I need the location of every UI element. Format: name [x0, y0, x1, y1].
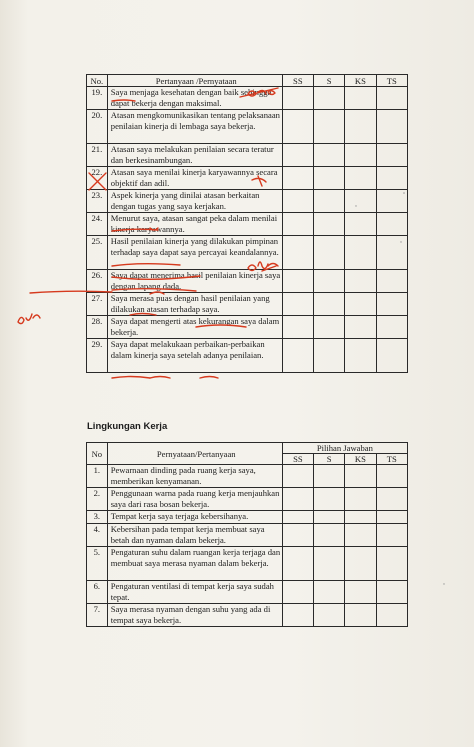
strike-mark [200, 377, 218, 379]
table-row [87, 488, 408, 511]
answer-cell-s[interactable] [314, 270, 345, 293]
row-question: Saya dapat mengerti atas kekurangan saya dalam bekerja. [107, 316, 282, 339]
header-ts: TS [376, 454, 407, 465]
answer-cell-ss[interactable] [282, 524, 313, 547]
header-answer-group: Pilihan Jawaban [282, 443, 407, 454]
row-number: 19. [87, 87, 108, 110]
answer-cell-ks[interactable] [345, 167, 376, 190]
header-no: No. [87, 75, 108, 87]
row-number: 26. [87, 270, 108, 293]
answer-cell-ks[interactable] [345, 524, 376, 547]
answer-cell-ks[interactable] [345, 316, 376, 339]
table-row [87, 316, 408, 339]
answer-cell-ss[interactable] [282, 87, 313, 110]
table-row [87, 144, 408, 167]
answer-cell-ks[interactable] [345, 511, 376, 524]
answer-cell-ss[interactable] [282, 316, 313, 339]
strike-mark [150, 377, 170, 379]
row-number: 3. [87, 511, 108, 524]
table-row [87, 604, 408, 627]
answer-cell-s[interactable] [314, 465, 345, 488]
row-number: 24. [87, 213, 108, 236]
answer-cell-s[interactable] [314, 316, 345, 339]
row-number: 1. [87, 465, 108, 488]
answer-cell-s[interactable] [314, 293, 345, 316]
answer-cell-ts[interactable] [376, 524, 407, 547]
answer-cell-ts[interactable] [376, 581, 407, 604]
table-row [87, 190, 408, 213]
row-question: Aspek kinerja yang dinilai atasan berkaitan dengan tugas yang saya kerjakan. [107, 190, 282, 213]
answer-cell-ks[interactable] [345, 293, 376, 316]
header-s: S [314, 75, 345, 87]
answer-cell-ts[interactable] [376, 316, 407, 339]
table-row [87, 465, 408, 488]
table-row [87, 293, 408, 316]
answer-cell-ss[interactable] [282, 511, 313, 524]
header-ts: TS [376, 75, 407, 87]
row-number: 6. [87, 581, 108, 604]
row-number: 4. [87, 524, 108, 547]
row-question: Atasan saya melakukan penilaian secara teratur dan berkesinambungan. [107, 144, 282, 167]
table-row [87, 524, 408, 547]
row-number: 25. [87, 236, 108, 270]
row-question: Pewarnaan dinding pada ruang kerja saya, memberikan kenyamanan. [107, 465, 282, 488]
row-question: Saya merasa nyaman dengan suhu yang ada di tempat saya bekerja. [107, 604, 282, 627]
answer-cell-ks[interactable] [345, 213, 376, 236]
table-row [87, 511, 408, 524]
margin-note-mark [18, 314, 40, 324]
answer-cell-ts[interactable] [376, 213, 407, 236]
row-number: 20. [87, 110, 108, 144]
table-row [87, 270, 408, 293]
row-question: Hasil penilaian kinerja yang dilakukan pimpinan terhadap saya dapat saya percayai keandalannya. [107, 236, 282, 270]
answer-cell-ts[interactable] [376, 293, 407, 316]
answer-cell-ts[interactable] [376, 547, 407, 581]
answer-cell-s[interactable] [314, 604, 345, 627]
answer-cell-ss[interactable] [282, 488, 313, 511]
answer-cell-ts[interactable] [376, 190, 407, 213]
header-question: Pernyataan/Pertanyaan [107, 443, 282, 465]
answer-cell-ks[interactable] [345, 270, 376, 293]
answer-cell-s[interactable] [314, 213, 345, 236]
answer-cell-ks[interactable] [345, 581, 376, 604]
row-question: Kebersihan pada tempat kerja membuat saya betah dan nyaman dalam bekerja. [107, 524, 282, 547]
answer-cell-s[interactable] [314, 190, 345, 213]
table-row [87, 581, 408, 604]
row-question: Pengaturan ventilasi di tempat kerja saya sudah tepat. [107, 581, 282, 604]
row-question: Menurut saya, atasan sangat peka dalam menilai kinerja karyawannya. [107, 213, 282, 236]
answer-cell-ts[interactable] [376, 110, 407, 144]
answer-cell-ks[interactable] [345, 190, 376, 213]
table-header-row [87, 443, 408, 454]
row-number: 2. [87, 488, 108, 511]
table-header-row [87, 75, 408, 87]
answer-cell-ts[interactable] [376, 465, 407, 488]
answer-cell-ks[interactable] [345, 144, 376, 167]
answer-cell-ss[interactable] [282, 465, 313, 488]
row-number: 27. [87, 293, 108, 316]
answer-cell-s[interactable] [314, 144, 345, 167]
header-ks: KS [345, 75, 376, 87]
answer-cell-s[interactable] [314, 488, 345, 511]
answer-cell-ss[interactable] [282, 190, 313, 213]
table-row [87, 87, 408, 110]
answer-cell-ts[interactable] [376, 511, 407, 524]
answer-cell-ts[interactable] [376, 87, 407, 110]
answer-cell-ss[interactable] [282, 144, 313, 167]
row-question: Penggunaan warna pada ruang kerja menjauhkan saya dari rasa bosan bekerja. [107, 488, 282, 511]
answer-cell-ks[interactable] [345, 110, 376, 144]
answer-cell-ss[interactable] [282, 293, 313, 316]
table-row [87, 167, 408, 190]
answer-cell-ts[interactable] [376, 270, 407, 293]
header-no: No [87, 443, 108, 465]
answer-cell-ss[interactable] [282, 213, 313, 236]
answer-cell-s[interactable] [314, 167, 345, 190]
row-number: 28. [87, 316, 108, 339]
row-question: Saya menjaga kesehatan dengan baik sehingga dapat bekerja dengan maksimal. [107, 87, 282, 110]
answer-cell-s[interactable] [314, 236, 345, 270]
answer-cell-ss[interactable] [282, 581, 313, 604]
row-question: Atasan saya menilai kinerja karyawannya secara objektif dan adil. [107, 167, 282, 190]
answer-cell-ss[interactable] [282, 547, 313, 581]
answer-cell-ss[interactable] [282, 604, 313, 627]
answer-cell-ss[interactable] [282, 167, 313, 190]
answer-cell-s[interactable] [314, 339, 345, 373]
answer-cell-ks[interactable] [345, 87, 376, 110]
row-number: 29. [87, 339, 108, 373]
answer-cell-s[interactable] [314, 547, 345, 581]
answer-cell-ts[interactable] [376, 236, 407, 270]
header-s: S [314, 454, 345, 465]
header-ks: KS [345, 454, 376, 465]
answer-cell-ks[interactable] [345, 547, 376, 581]
answer-cell-ks[interactable] [345, 236, 376, 270]
answer-cell-ks[interactable] [345, 488, 376, 511]
answer-cell-ss[interactable] [282, 270, 313, 293]
row-number: 21. [87, 144, 108, 167]
header-question: Pertanyaan /Pernyataan [107, 75, 282, 87]
answer-cell-ss[interactable] [282, 236, 313, 270]
answer-cell-ts[interactable] [376, 339, 407, 373]
row-question: Saya dapat melakukaan perbaikan-perbaikan dalam kinerja saya setelah adanya penilaian. [107, 339, 282, 373]
table-row [87, 339, 408, 373]
row-number: 22. [87, 167, 108, 190]
answer-cell-ts[interactable] [376, 167, 407, 190]
row-question: Tempat kerja saya terjaga kebersihanya. [107, 511, 282, 524]
questionnaire-table-2 [86, 442, 408, 627]
strike-mark [112, 377, 150, 379]
row-number: 23. [87, 190, 108, 213]
answer-cell-ks[interactable] [345, 465, 376, 488]
row-question: Atasan mengkomunikasikan tentang pelaksanaan penilaian kinerja di lembaga saya bekerja. [107, 110, 282, 144]
answer-cell-ks[interactable] [345, 339, 376, 373]
answer-cell-ss[interactable] [282, 339, 313, 373]
row-question: Saya merasa puas dengan hasil penilaian yang dilakukan atasan terhadap saya. [107, 293, 282, 316]
answer-cell-s[interactable] [314, 110, 345, 144]
header-ss: SS [282, 75, 313, 87]
row-question: Saya dapat menerima hasil penilaian kinerja saya dengan lapang dada. [107, 270, 282, 293]
answer-cell-s[interactable] [314, 581, 345, 604]
answer-cell-ts[interactable] [376, 488, 407, 511]
answer-cell-ss[interactable] [282, 110, 313, 144]
questionnaire-table-1 [86, 74, 408, 373]
section-title: Lingkungan Kerja [87, 421, 168, 432]
row-number: 5. [87, 547, 108, 581]
answer-cell-s[interactable] [314, 87, 345, 110]
row-number: 7. [87, 604, 108, 627]
row-question: Pengaturan suhu dalam ruangan kerja terjaga dan membuat saya merasa nyaman dalam bekerja. [107, 547, 282, 581]
table-row [87, 213, 408, 236]
answer-cell-ks[interactable] [345, 604, 376, 627]
table-row [87, 110, 408, 144]
table-row [87, 547, 408, 581]
table-row [87, 236, 408, 270]
answer-cell-ts[interactable] [376, 604, 407, 627]
answer-cell-s[interactable] [314, 511, 345, 524]
header-ss: SS [282, 454, 313, 465]
answer-cell-s[interactable] [314, 524, 345, 547]
answer-cell-ts[interactable] [376, 144, 407, 167]
